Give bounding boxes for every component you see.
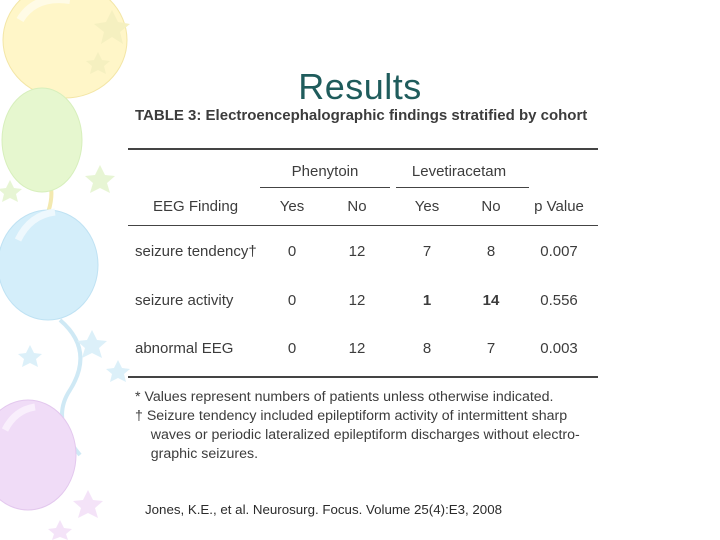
table-cell: 12 [348, 340, 366, 357]
table-cell-p-value: 0.556 [540, 292, 578, 309]
purple-balloon-icon [0, 400, 76, 510]
table-cell: 8 [422, 340, 432, 357]
column-header-phenytoin-no: No [347, 198, 367, 215]
sparkle-icon [48, 490, 103, 540]
slide-title: Results [298, 66, 422, 107]
column-header-p-value: p Value [534, 198, 584, 215]
group-rule-phenytoin [260, 187, 390, 188]
balloon-string [31, 100, 51, 230]
citation-text: Jones, K.E., et al. Neurosurg. Focus. Volume 25(4):E3, 2008 [145, 502, 502, 517]
table-cell: 7 [486, 340, 496, 357]
footnote: † Seizure tendency included epileptiform activity of intermittent sharp [135, 408, 568, 424]
table-cell: 8 [486, 243, 496, 260]
table-cell: 12 [348, 243, 366, 260]
group-rule-levetiracetam [396, 187, 529, 188]
table-row-finding: abnormal EEG [135, 340, 234, 357]
results-table [128, 104, 598, 474]
footnote: * Values represent numbers of patients unless otherwise indicated. [135, 389, 554, 405]
table-cell: 14 [482, 292, 500, 309]
column-header-phenytoin-yes: Yes [279, 198, 305, 215]
table-row-finding: seizure activity [135, 292, 234, 309]
table-cell-p-value: 0.007 [540, 243, 578, 260]
column-header-eeg-finding: EEG Finding [153, 198, 239, 215]
column-header-levetiracetam-no: No [481, 198, 501, 215]
table-top-rule [128, 148, 598, 150]
header-bottom-rule [128, 225, 598, 226]
table-cell: 0 [287, 340, 297, 357]
table-row-finding: seizure tendency† [135, 243, 257, 260]
table-cell: 7 [422, 243, 432, 260]
footnote: graphic seizures. [135, 446, 259, 462]
table-cell-p-value: 0.003 [540, 340, 578, 357]
sparkle-icon [86, 10, 130, 74]
table-cell: 0 [287, 243, 297, 260]
group-header-phenytoin: Phenytoin [291, 163, 359, 180]
blue-balloon-icon [0, 210, 98, 320]
table-cell: 12 [348, 292, 366, 309]
table-caption: TABLE 3: Electroencephalographic findings stratified by cohort [135, 107, 588, 124]
table-cell: 1 [422, 292, 432, 309]
table-bottom-rule [128, 376, 598, 378]
table-cell: 0 [287, 292, 297, 309]
sparkle-icon [18, 330, 130, 382]
balloon-string [60, 320, 80, 455]
group-header-levetiracetam: Levetiracetam [411, 163, 507, 180]
footnote: waves or periodic lateralized epileptiform discharges without electro- [135, 427, 580, 443]
sparkle-icon [0, 165, 115, 202]
column-header-levetiracetam-yes: Yes [414, 198, 440, 215]
